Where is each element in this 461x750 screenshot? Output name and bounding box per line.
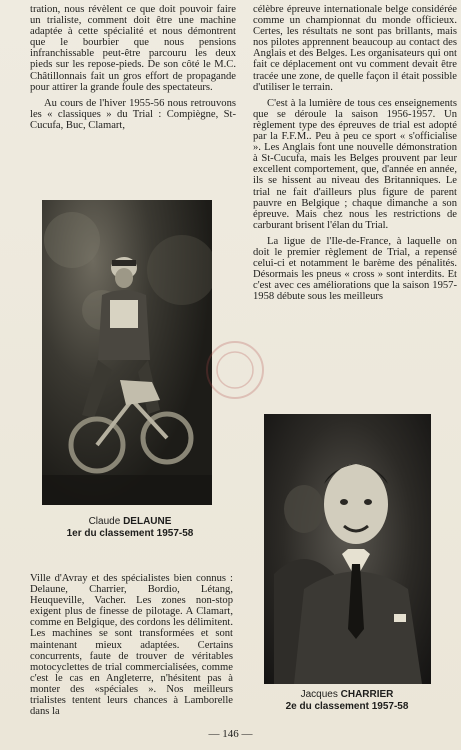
photo-rider-illustration [42,200,212,505]
photo-caption-delaune [50,516,210,540]
left-column-top-text [30,4,236,136]
paragraph: La ligue de l'Ile-de-France, à laquelle on doit le premier règlement de Trial, a repensé celui-ci et notamment le barème des pénalités. Désormais les pneus « cross » sont interdits. Et c'est avec ces améliorations que la saison 1957-1958 débute sous les meilleurs [253,235,457,303]
caption-last-name: DELAUNE [123,516,172,527]
photo-motorcycle-rider [42,200,212,505]
photo-portrait-charrier [264,414,431,684]
caption-first-name: Claude [88,516,121,527]
photo-portrait-illustration [264,414,431,684]
caption-last-name: CHARRIER [340,689,394,700]
caption-rank: 2e du classement 1957-58 [285,701,409,712]
photo-caption-charrier [262,689,432,713]
right-column-text [253,4,457,307]
paragraph: Ville d'Avray et des spécialistes bien connus : Delaune, Charrier, Bordio, Létang, Heuqueville, Vacher. Les zones non-stop exigent plus de finesse de pilotage. A Clamart, comme en Belgique, des cordons les délimitent. Les machines se sont transformées et sont maintenant mieux adaptées. Certains concurrents, faute de trouver de véritables motocyclettes de trial commercialisées, comme c'est le cas en Angleterre, n'hésitent pas à monter des «spéciales ». Nos meilleurs trialistes tentent leurs chances à Lamborelle dans la [30,573,233,718]
paragraph: Au cours de l'hiver 1955-56 nous retrouvons les « classiques » du Trial : Compiègne, St-Cucufa, Buc, Clamart, [30,97,236,131]
watermark-stamp [200,330,270,410]
caption-rank: 1er du classement 1957-58 [66,528,194,539]
left-column-bottom-text [30,573,233,722]
paragraph: tration, nous révèlent ce que doit pouvoir faire un trialiste, comment doit être une machine adaptée à cette spécialité et nous démontrent que le bourbier que nous pensions infranchissable peut-être parcouru les deux pieds sur les repose-pieds. De son côté le M.C. Châtillonnais fait un gros effort de propagande pour attirer la grande foule des spectateurs. [30,4,236,93]
paragraph: C'est à la lumière de tous ces enseignements que se déroule la saison 1956-1957. Un règlement type des épreuves de trial est adopté par la F.F.M.. Peu à peu ce sport « s'officialise ». Les Anglais font une nouvelle démonstration à St-Cucufa, mais les Belges prouvent par leur excellent comportement, que, d'année en année, ils se hissent au niveau des Britanniques. Le trial ne fait d'ailleurs plus figure de parent pauvre en Belgique ; chaque dimanche a son épreuve. Mais chez nous les restrictions de carburant brisent l'élan du Trial. [253,97,457,231]
caption-first-name: Jacques [300,689,338,700]
page-number: — 146 — [208,728,253,740]
paragraph: célèbre épreuve internationale belge considérée comme un championnat du monde officieux. Certes, les résultats ne sont pas brillants, mais nos pilotes apprennent beaucoup au contact des Anglais et des Belges. Les organisateurs qui ont fait ce déplacement ont vu comment devait être tracée une zone, de quelle façon il était possible d'utiliser le terrain. [253,4,457,93]
